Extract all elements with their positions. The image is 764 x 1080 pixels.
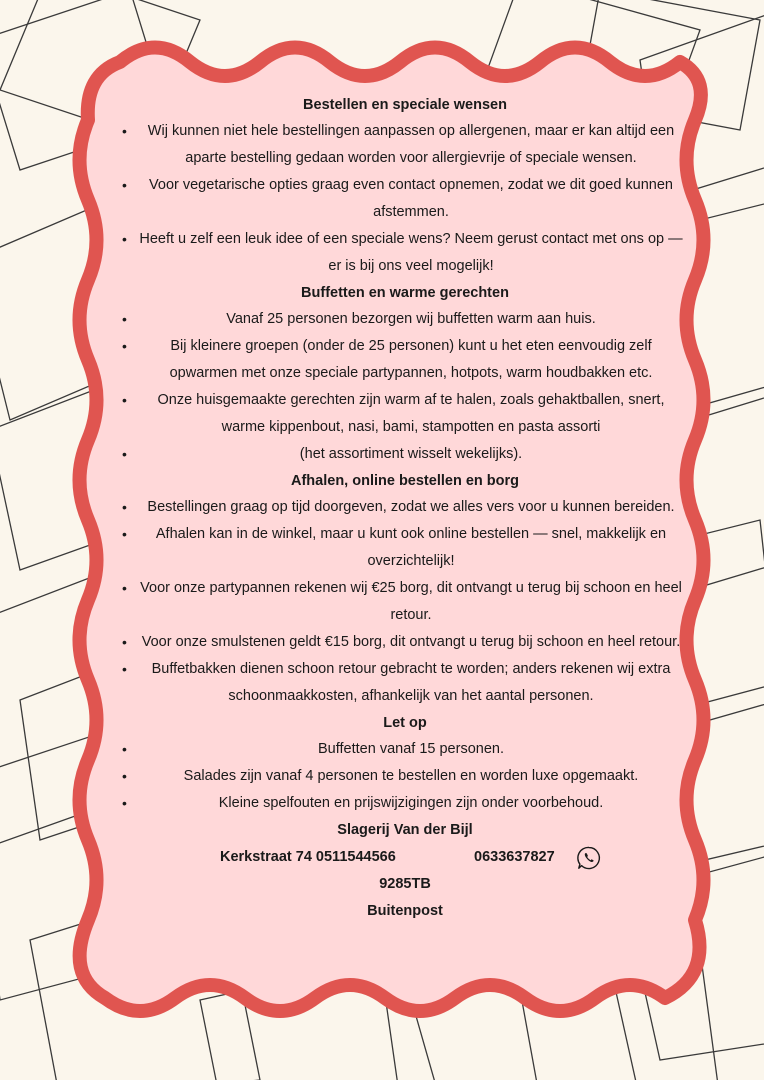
section-list-buffetten [120,306,690,468]
list-item: • Wij kunnen niet hele bestellingen aanpassen op allergenen, maar er kan altijd een aparte bestelling gedaan worden voor allergievrije of speciale wensen. [120,118,690,172]
list-item: • Kleine spelfouten en prijswijzigingen zijn onder voorbehoud. [120,790,690,817]
address-phone: Kerkstraat 74 0511544566 [220,849,396,865]
list-item: • Bestellingen graag op tijd doorgeven, zodat we alles vers voor u kunnen bereiden. [120,494,690,521]
list-item: • Afhalen kan in de winkel, maar u kunt ook online bestellen — snel, makkelijk en overzichtelijk! [120,521,690,575]
whatsapp-icon [576,845,602,871]
section-title-let-op: Let op [383,715,427,731]
list-item: • Voor onze smulstenen geldt €15 borg, dit ontvangt u terug bij schoon en heel retour. [120,629,690,656]
list-item: • Bij kleinere groepen (onder de 25 personen) kunt u het eten eenvoudig zelf opwarmen met onze speciale partypannen, hotpots, warm houdbakken etc. [120,333,690,387]
list-item: • Onze huisgemaakte gerechten zijn warm af te halen, zoals gehaktballen, snert, warme kippenbout, nasi, bami, stampotten en pasta assorti [120,387,690,441]
list-item: • (het assortiment wisselt wekelijks). [120,441,690,468]
contact-row [120,844,690,871]
section-title-afhalen: Afhalen, online bestellen en borg [291,473,519,489]
city: Buitenpost [367,903,443,919]
list-item: • Buffetten vanaf 15 personen. [120,736,690,763]
section-list-let-op [120,736,690,817]
list-item: • Vanaf 25 personen bezorgen wij buffetten warm aan huis. [120,306,690,333]
mobile-number: 0633637827 [474,849,555,865]
info-content [120,92,690,925]
list-item: • Voor onze partypannen rekenen wij €25 borg, dit ontvangt u terug bij schoon en heel retour. [120,575,690,629]
business-name: Slagerij Van der Bijl [337,822,473,838]
list-item: • Heeft u zelf een leuk idee of een speciale wens? Neem gerust contact met ons op — er is bij ons veel mogelijk! [120,226,690,280]
postcode: 9285TB [379,876,431,892]
section-title-bestellen: Bestellen en speciale wensen [303,97,507,113]
section-title-buffetten: Buffetten en warme gerechten [301,285,509,301]
list-item: • Salades zijn vanaf 4 personen te bestellen en worden luxe opgemaakt. [120,763,690,790]
list-item: • Voor vegetarische opties graag even contact opnemen, zodat we dit goed kunnen afstemmen. [120,172,690,226]
list-item: • Buffetbakken dienen schoon retour gebracht te worden; anders rekenen wij extra schoonmaakkosten, afhankelijk van het aantal personen. [120,656,690,710]
section-list-afhalen [120,494,690,710]
section-list-bestellen [120,118,690,280]
